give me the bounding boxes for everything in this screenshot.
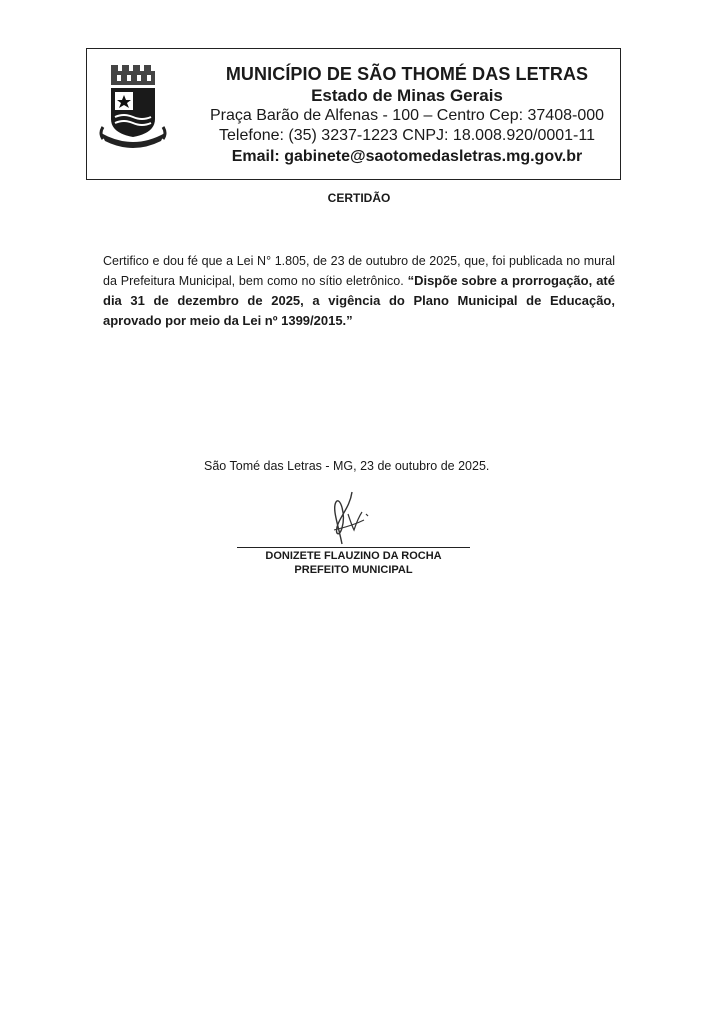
- address-line: Praça Barão de Alfenas - 100 – Centro Cep: 37408-000: [209, 107, 605, 124]
- document-title: CERTIDÃO: [327, 191, 391, 205]
- handwritten-signature-icon: [312, 484, 382, 550]
- email-line: Email: gabinete@saotomedasletras.mg.gov.br: [231, 148, 583, 165]
- paragraph-plain-text: Certifico e dou fé que a Lei N° 1.805, de 23 de outubro de 2025, que, foi publicada no mural da Prefeitura Municipal, bem como no sítio eletrônico.: [103, 254, 615, 288]
- place-and-date: São Tomé das Letras - MG, 23 de outubro de 2025.: [204, 459, 490, 473]
- letterhead: [86, 48, 621, 180]
- signatory-name: DONIZETE FLAUZINO DA ROCHA: [265, 550, 442, 562]
- municipality-name: MUNICÍPIO DE SÃO THOMÉ DAS LETRAS: [225, 64, 589, 84]
- phone-cnpj-line: Telefone: (35) 3237-1223 CNPJ: 18.008.920/0001-11: [219, 127, 595, 144]
- signature-line: [237, 547, 470, 548]
- municipal-coat-of-arms-icon: [97, 61, 169, 151]
- state-name: Estado de Minas Gerais: [311, 86, 503, 105]
- certificate-paragraph: [103, 251, 615, 331]
- paragraph-bold-text: “Dispõe sobre a prorrogação, até dia 31 de dezembro de 2025, a vigência do Plano Municipal de Educação, aprovado por meio da Lei nº 1399/2015.”: [103, 273, 615, 328]
- signatory-role: PREFEITO MUNICIPAL: [294, 564, 413, 576]
